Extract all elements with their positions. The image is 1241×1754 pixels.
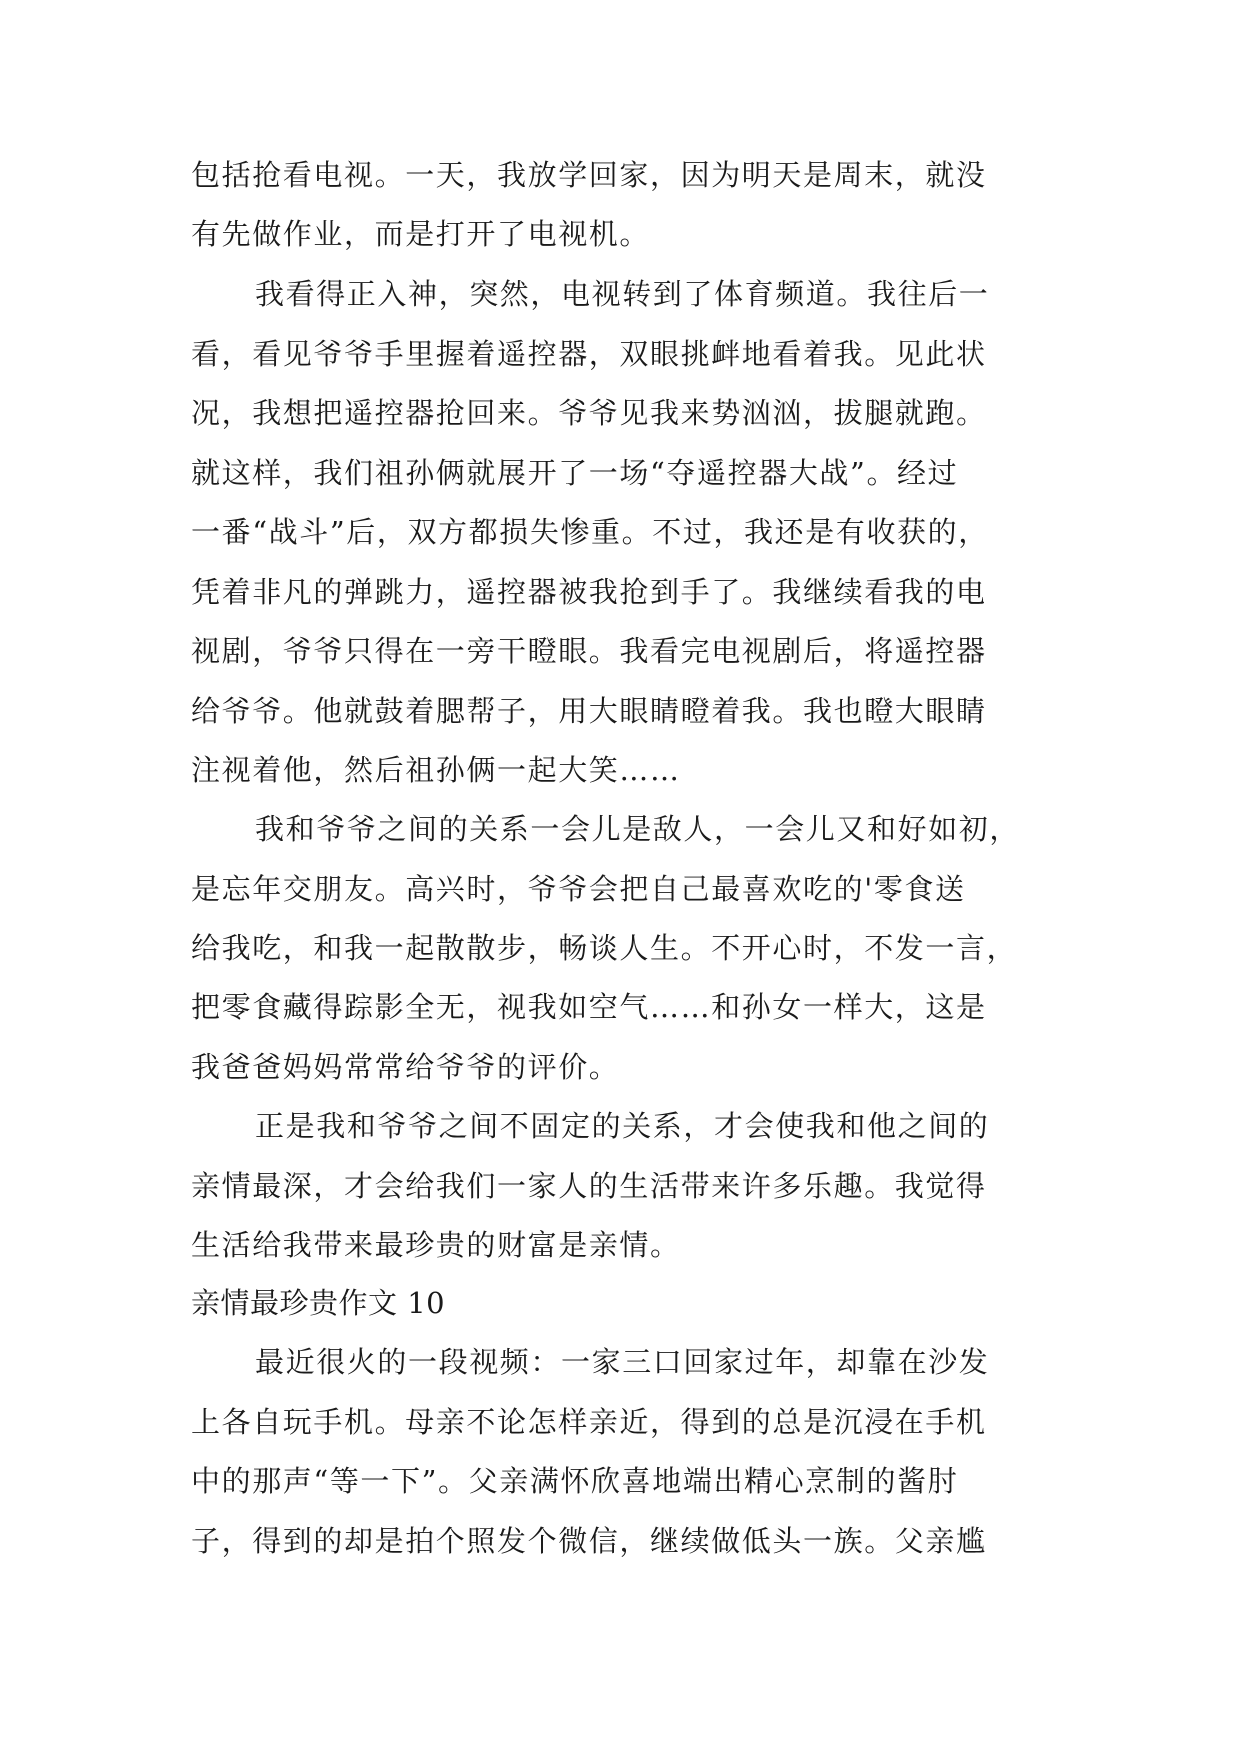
paragraph-line: 我爸爸妈妈常常给爷爷的评价。: [191, 1050, 620, 1084]
paragraph-line: 我看得正入神，突然，电视转到了体育频道。我往后一: [255, 277, 990, 311]
paragraph-line: 我和爷爷之间的关系一会儿是敌人，一会儿又和好如初，: [255, 812, 1021, 846]
paragraph-line: 凭着非凡的弹跳力，遥控器被我抢到手了。我继续看我的电: [191, 575, 987, 609]
paragraph-line: 注视着他，然后祖孙俩一起大笑……: [191, 753, 681, 787]
paragraph-line: 有先做作业，而是打开了电视机。: [191, 217, 651, 251]
paragraph-line: 子，得到的却是拍个照发个微信，继续做低头一族。父亲尴: [191, 1524, 987, 1558]
section-heading: 亲情最珍贵作文 10: [191, 1286, 446, 1320]
paragraph-line: 最近很火的一段视频：一家三口回家过年，却靠在沙发: [255, 1345, 990, 1379]
paragraph-line: 生活给我带来最珍贵的财富是亲情。: [191, 1228, 681, 1262]
paragraph-line: 视剧，爷爷只得在一旁干瞪眼。我看完电视剧后，将遥控器: [191, 634, 987, 668]
paragraph-line: 一番“战斗”后，双方都损失惨重。不过，我还是有收获的，: [191, 515, 989, 549]
paragraph-line: 亲情最深，才会给我们一家人的生活带来许多乐趣。我觉得: [191, 1169, 987, 1203]
paragraph-line: 是忘年交朋友。高兴时，爷爷会把自己最喜欢吃的'零食送: [191, 872, 966, 906]
paragraph-line: 给爷爷。他就鼓着腮帮子，用大眼睛瞪着我。我也瞪大眼睛: [191, 694, 987, 728]
paragraph-line: 中的那声“等一下”。父亲满怀欣喜地端出精心烹制的酱肘: [191, 1464, 959, 1498]
paragraph-line: 就这样，我们祖孙俩就展开了一场“夺遥控器大战”。经过: [191, 456, 959, 490]
paragraph-line: 况，我想把遥控器抢回来。爷爷见我来势汹汹，拔腿就跑。: [191, 396, 987, 430]
paragraph-line: 把零食藏得踪影全无，视我如空气……和孙女一样大，这是: [191, 990, 987, 1024]
paragraph-line: 包括抢看电视。一天，我放学回家，因为明天是周末，就没: [191, 158, 987, 192]
paragraph-line: 正是我和爷爷之间不固定的关系，才会使我和他之间的: [255, 1109, 990, 1143]
paragraph-line: 给我吃，和我一起散散步，畅谈人生。不开心时，不发一言，: [191, 931, 1018, 965]
paragraph-line: 看，看见爷爷手里握着遥控器，双眼挑衅地看着我。见此状: [191, 337, 987, 371]
paragraph-line: 上各自玩手机。母亲不论怎样亲近，得到的总是沉浸在手机: [191, 1405, 987, 1439]
